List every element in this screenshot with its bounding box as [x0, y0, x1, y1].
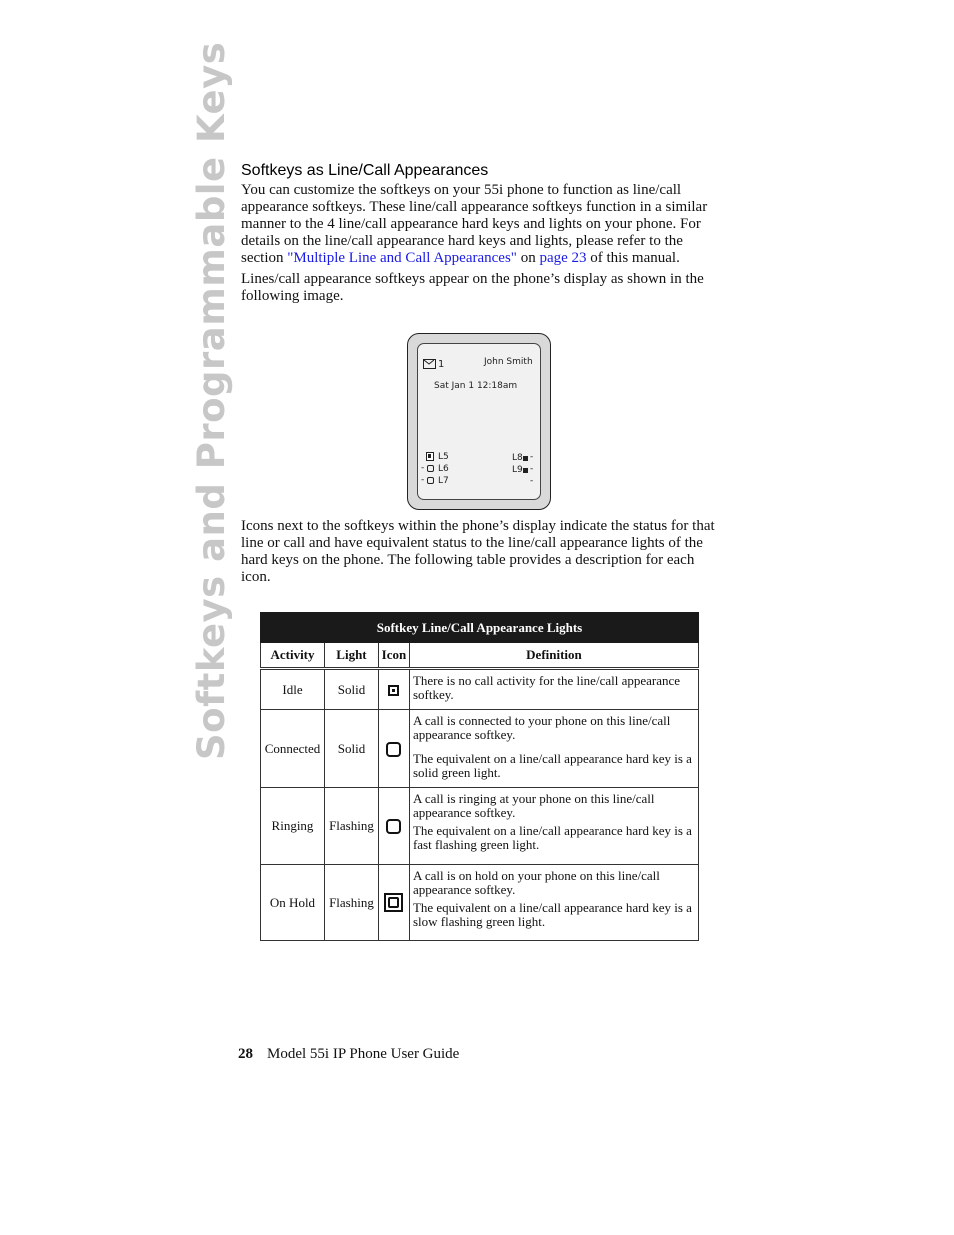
message-count: 1 [438, 359, 445, 370]
intro-text-end: of this manual. [586, 250, 680, 266]
envelope-icon [423, 359, 436, 369]
caller-name: John Smith [484, 357, 533, 367]
activity-cell: Ringing [261, 788, 325, 865]
softkey-dash: - [530, 452, 534, 462]
intro-text-on: on [516, 250, 540, 266]
light-cell: Flashing [324, 788, 378, 865]
definition-cell [409, 865, 698, 941]
icons-paragraph-block [241, 518, 721, 590]
connected-icon [427, 477, 434, 484]
col-header-definition: Definition [409, 643, 698, 669]
page-23-link[interactable]: page 23 [539, 250, 587, 266]
definition-text: The equivalent on a line/call appearance hard key is a solid green light. [412, 751, 692, 780]
definition-text: A call is on hold on your phone on this line/call appearance softkey. [412, 868, 660, 897]
softkey-l8[interactable]: L8 [512, 453, 523, 463]
icon-cell [378, 788, 409, 865]
softkey-dash: - [530, 476, 534, 486]
ringing-rounded-square-icon [386, 819, 401, 834]
col-header-light: Light [324, 643, 378, 669]
guide-title: Model 55i IP Phone User Guide [267, 1046, 460, 1062]
activity-cell: Idle [261, 669, 325, 710]
page-number: 28 [238, 1046, 253, 1062]
definition-cell [409, 710, 698, 788]
section-heading: Softkeys as Line/Call Appearances [241, 162, 489, 179]
softkey-l6[interactable]: L6 [438, 464, 449, 474]
definition-text: There is no call activity for the line/call appearance softkey. [412, 673, 681, 702]
table-row [261, 669, 699, 710]
idle-square-dot-icon [388, 685, 399, 696]
softkey-l9[interactable]: L9 [512, 465, 523, 475]
phone-screen [417, 343, 541, 500]
connected-icon [427, 465, 434, 472]
softkey-l5[interactable]: L5 [438, 452, 449, 462]
light-cell: Flashing [324, 865, 378, 941]
definition-text: The equivalent on a line/call appearance hard key is a slow flashing green light. [412, 900, 692, 929]
table-title: Softkey Line/Call Appearance Lights [261, 613, 699, 643]
icon-cell [378, 865, 409, 941]
intro-text: You can customize the softkeys on your 55i phone to function as line/call appearance softkeys. These line/call appearance softkeys function in a similar manner to the 4 line/call appearance hard keys and lights on your phone. For details on the line/call appearance hard keys and lights, please refer to the section [241, 182, 708, 266]
page-footer [238, 1046, 459, 1063]
softkey-dash: - [421, 463, 425, 473]
phone-display-illustration [407, 333, 551, 510]
col-header-activity: Activity [261, 643, 325, 669]
softkey-l7[interactable]: L7 [438, 476, 449, 486]
side-section-title: Softkeys and Programmable Keys [190, 41, 233, 760]
hold-boxed-square-icon [384, 893, 403, 912]
definition-text: A call is ringing at your phone on this line/call appearance softkey. [412, 791, 655, 820]
light-cell: Solid [324, 669, 378, 710]
softkey-lights-table [260, 612, 699, 941]
multiple-line-link[interactable]: "Multiple Line and Call Appearances" [287, 250, 517, 266]
activity-cell: Connected [261, 710, 325, 788]
table-row [261, 865, 699, 941]
softkey-dash: - [530, 464, 534, 474]
hold-icon [426, 452, 434, 461]
definition-text: A call is connected to your phone on this line/call appearance softkey. [412, 713, 671, 742]
display-paragraph: Lines/call appearance softkeys appear on the phone’s display as shown in the following image. [241, 271, 704, 304]
activity-cell: On Hold [261, 865, 325, 941]
connected-rounded-square-icon [386, 742, 401, 757]
softkey-dash: - [421, 475, 425, 485]
col-header-icon: Icon [378, 643, 409, 669]
definition-text: The equivalent on a line/call appearance hard key is a fast flashing green light. [412, 823, 692, 852]
light-cell: Solid [324, 710, 378, 788]
definition-cell [409, 788, 698, 865]
idle-icon [523, 468, 528, 473]
icon-cell [378, 669, 409, 710]
table-row [261, 710, 699, 788]
icons-paragraph: Icons next to the softkeys within the phone’s display indicate the status for that line or call and have equivalent status to the line/call appearance lights of the hard keys on the phone. The following table provides a description for each icon. [241, 518, 715, 585]
idle-icon [523, 456, 528, 461]
intro-section [241, 162, 721, 309]
date-time: Sat Jan 1 12:18am [434, 381, 518, 391]
table-row [261, 788, 699, 865]
intro-paragraph [241, 182, 721, 267]
icon-cell [378, 710, 409, 788]
definition-cell [409, 669, 698, 710]
